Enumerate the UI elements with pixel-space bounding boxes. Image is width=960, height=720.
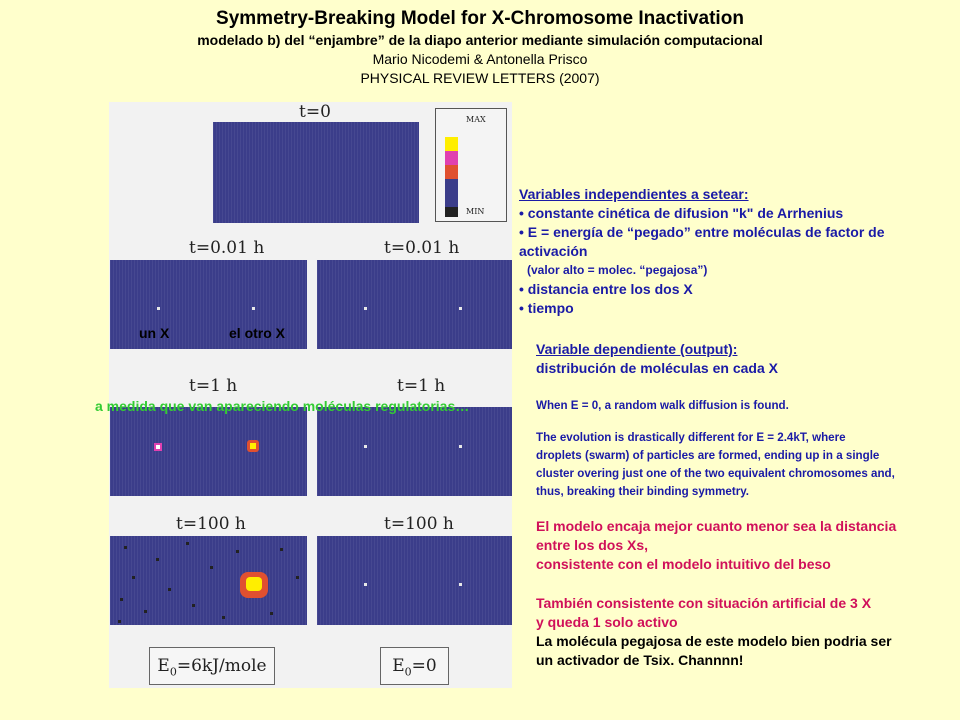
molecule-dot xyxy=(124,546,127,549)
panel-t100-right xyxy=(317,536,512,625)
panel-t1-right xyxy=(317,407,512,496)
molecule-dot xyxy=(157,307,160,310)
molecule-dot xyxy=(222,616,225,619)
molecule-dot xyxy=(364,445,367,448)
independent-item: activación xyxy=(519,243,588,259)
legend-swatch-black xyxy=(445,207,458,217)
energy-box-right: $E_0=0$ xyxy=(380,647,449,685)
dependent-variable xyxy=(536,340,778,378)
color-legend xyxy=(435,108,507,222)
time-label-t100-right: t=100 h xyxy=(384,514,454,534)
molecule-dot xyxy=(364,307,367,310)
label-el-otro-x: el otro X xyxy=(229,325,286,341)
molecule-cluster-core xyxy=(156,445,160,449)
legend-swatch-yellow xyxy=(445,137,458,151)
independent-heading: Variables independientes a setear: xyxy=(519,186,749,202)
molecule-dot xyxy=(192,604,195,607)
time-label-t100-left: t=100 h xyxy=(176,514,246,534)
english-quote-line: cluster overing just one of the two equivalent chromosomes and, xyxy=(536,467,895,480)
legend-swatch-magenta xyxy=(445,151,458,165)
molecule-dot xyxy=(296,576,299,579)
legend-min-label: MIN xyxy=(466,207,485,216)
molecule-dot xyxy=(459,583,462,586)
molecule-dot xyxy=(132,576,135,579)
molecule-dot xyxy=(144,610,147,613)
molecule-dot xyxy=(210,566,213,569)
molecule-dot xyxy=(270,612,273,615)
molecule-dot xyxy=(156,558,159,561)
conclusion-red-2: También consistente con situación artificial de 3 X y queda 1 solo activo xyxy=(536,595,872,630)
molecule-dot xyxy=(186,542,189,545)
time-label-t0: t=0 xyxy=(299,102,331,122)
independent-item: • distancia entre los dos X xyxy=(519,281,693,297)
panel-t0 xyxy=(213,122,419,223)
label-un-x: un X xyxy=(139,325,170,341)
molecule-dot xyxy=(236,550,239,553)
legend-swatch-blue xyxy=(445,179,458,207)
journal-citation: PHYSICAL REVIEW LETTERS (2007) xyxy=(360,70,600,86)
dependent-heading: Variable dependiente (output): xyxy=(536,341,738,357)
english-quote xyxy=(536,429,895,501)
time-label-t1-right: t=1 h xyxy=(397,376,446,396)
molecule-dot xyxy=(118,620,121,623)
dependent-line: distribución de moléculas en cada X xyxy=(536,360,778,376)
legend-swatch-red xyxy=(445,165,458,179)
molecule-dot xyxy=(280,548,283,551)
conclusion-red-1: El modelo encaja mejor cuanto menor sea la distancia entre los dos Xs, consistente con el modelo intuitivo del beso xyxy=(536,518,897,572)
slide-subtitle: modelado b) del “enjambre” de la diapo anterior mediante simulación computacional xyxy=(197,32,763,48)
conclusion-black: La molécula pegajosa de este modelo bien podria ser un activador de Tsix. Channnn! xyxy=(536,633,892,668)
molecule-dot xyxy=(252,307,255,310)
molecule-dot xyxy=(168,588,171,591)
authors: Mario Nicodemi & Antonella Prisco xyxy=(372,51,588,67)
independent-variables xyxy=(519,185,885,318)
time-label-t001-left: t=0.01 h xyxy=(189,238,265,258)
molecule-dot xyxy=(120,598,123,601)
legend-max-label: MAX xyxy=(466,115,486,124)
independent-item: • E = energía de “pegado” entre moléculas de factor de xyxy=(519,224,885,240)
molecule-dot xyxy=(459,307,462,310)
panel-t1-left xyxy=(110,407,307,496)
panel-t100-left xyxy=(110,536,307,625)
independent-item: • constante cinética de difusion "k" de Arrhenius xyxy=(519,205,844,221)
time-label-t001-right: t=0.01 h xyxy=(384,238,460,258)
time-label-t1-left: t=1 h xyxy=(189,376,238,396)
slide-title: Symmetry-Breaking Model for X-Chromosome Inactivation xyxy=(216,8,744,29)
english-quote-line: droplets (swarm) of particles are formed, ending up in a single xyxy=(536,449,880,462)
simulation-figure xyxy=(109,102,512,688)
independent-item: • tiempo xyxy=(519,300,574,316)
panel-t001-right xyxy=(317,260,512,349)
molecule-cluster-core xyxy=(250,443,256,449)
molecule-dot xyxy=(459,445,462,448)
english-quote-line: thus, breaking their binding symmetry. xyxy=(536,485,750,498)
green-annotation: a medida que van apareciendo moléculas regulatorias… xyxy=(95,398,470,414)
independent-note: (valor alto = molec. “pegajosa”) xyxy=(527,263,708,277)
energy-box-left: $E_0=6kJ$/mole xyxy=(149,647,275,685)
molecule-dot xyxy=(364,583,367,586)
english-quote-line: The evolution is drastically different for E = 2.4kT, where xyxy=(536,431,846,444)
molecule-swarm-core xyxy=(246,577,262,591)
english-quote-line1: When E = 0, a random walk diffusion is found. xyxy=(536,399,789,412)
